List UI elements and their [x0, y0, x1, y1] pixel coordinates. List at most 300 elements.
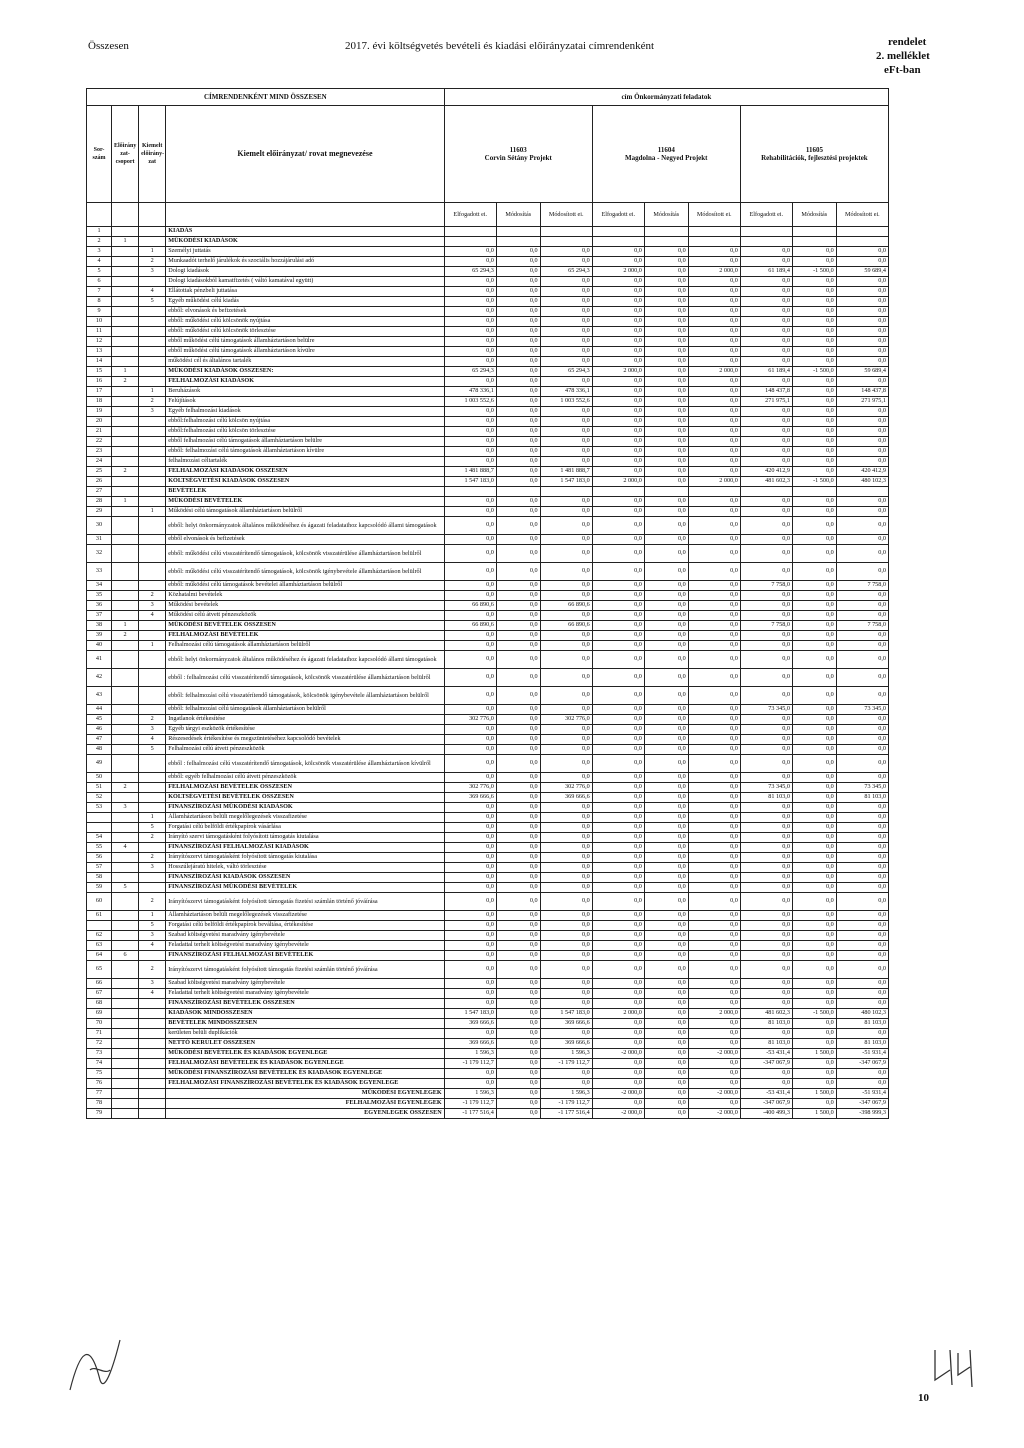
table-row [87, 487, 889, 497]
amount-cell [592, 227, 644, 237]
table-row [87, 237, 889, 247]
table-row [87, 517, 889, 535]
group-code: 2 [112, 783, 139, 793]
item-code [139, 467, 166, 477]
amount-cell: 302 776,0 [444, 783, 496, 793]
amount-cell: 0,0 [836, 347, 888, 357]
amount-cell: 0,0 [792, 457, 836, 467]
amount-cell: 0,0 [836, 407, 888, 417]
row-number: 22 [87, 437, 112, 447]
amount-cell: 0,0 [496, 1089, 540, 1099]
amount-cell: 0,0 [792, 745, 836, 755]
amount-cell: 0,0 [644, 705, 688, 715]
group-code [112, 669, 139, 687]
amount-cell: 0,0 [592, 911, 644, 921]
amount-cell: 0,0 [644, 257, 688, 267]
row-label: ebből elvonások és befizetések [166, 535, 444, 545]
amount-cell: 0,0 [444, 773, 496, 783]
amount-cell: 0,0 [740, 247, 792, 257]
amount-cell: 0,0 [688, 387, 740, 397]
amount-cell: 0,0 [592, 893, 644, 911]
item-code: 3 [139, 601, 166, 611]
amount-cell: 0,0 [792, 705, 836, 715]
amount-cell: 481 602,3 [740, 1009, 792, 1019]
amount-cell: 0,0 [740, 715, 792, 725]
table-row [87, 803, 889, 813]
group-code [112, 545, 139, 563]
amount-cell: 0,0 [644, 641, 688, 651]
amount-cell: 0,0 [444, 931, 496, 941]
amount-cell: 0,0 [740, 745, 792, 755]
table-row [87, 783, 889, 793]
row-label: ebből felhalmozási célú támogatások államháztartáson belülre [166, 437, 444, 447]
table-row [87, 1109, 889, 1119]
amount-cell: 0,0 [644, 545, 688, 563]
row-label: MŰKÖDÉSI EGYENLEGEK [166, 1089, 444, 1099]
amount-cell: 0,0 [496, 563, 540, 581]
amount-cell: 0,0 [688, 417, 740, 427]
row-number: 65 [87, 961, 112, 979]
row-number: 27 [87, 487, 112, 497]
table-row [87, 427, 889, 437]
subheader-cell [166, 203, 444, 227]
amount-cell: 0,0 [740, 989, 792, 999]
amount-cell: 0,0 [836, 611, 888, 621]
table-row [87, 227, 889, 237]
amount-cell: 0,0 [592, 1069, 644, 1079]
amount-cell: 0,0 [688, 669, 740, 687]
item-code [139, 227, 166, 237]
item-code [139, 651, 166, 669]
amount-cell [740, 487, 792, 497]
amount-cell: 0,0 [592, 783, 644, 793]
amount-cell: 0,0 [688, 277, 740, 287]
amount-cell: 0,0 [540, 951, 592, 961]
amount-cell: 0,0 [688, 735, 740, 745]
row-label: KÖLTSÉGVETÉSI BEVÉTELEK ÖSSZESEN [166, 793, 444, 803]
group-code [112, 563, 139, 581]
amount-cell: 0,0 [644, 883, 688, 893]
amount-cell: 0,0 [740, 803, 792, 813]
amount-cell: 0,0 [740, 951, 792, 961]
row-number: 45 [87, 715, 112, 725]
item-code [139, 497, 166, 507]
amount-cell: 0,0 [792, 591, 836, 601]
amount-cell: 0,0 [836, 883, 888, 893]
amount-cell: 7 758,0 [740, 621, 792, 631]
amount-cell: 0,0 [740, 833, 792, 843]
amount-cell: 0,0 [688, 833, 740, 843]
project-name: Corvin Sétány Projekt [484, 154, 552, 162]
amount-cell: 0,0 [540, 347, 592, 357]
amount-cell: 0,0 [592, 823, 644, 833]
amount-cell: 0,0 [836, 507, 888, 517]
group-code [112, 725, 139, 735]
group-code [112, 601, 139, 611]
row-label: Államháztartáson belüli megelőlegezések visszafizetése [166, 911, 444, 921]
amount-cell: -1 179 112,7 [540, 1099, 592, 1109]
amount-cell: 0,0 [444, 297, 496, 307]
item-code: 4 [139, 941, 166, 951]
amount-cell: 0,0 [688, 793, 740, 803]
amount-cell: 1 003 552,6 [540, 397, 592, 407]
amount-cell: 65 294,3 [540, 267, 592, 277]
row-number: 43 [87, 687, 112, 705]
amount-cell: 0,0 [644, 833, 688, 843]
row-number: 29 [87, 507, 112, 517]
table-row [87, 601, 889, 611]
amount-cell: 0,0 [644, 989, 688, 999]
amount-cell: 0,0 [740, 377, 792, 387]
amount-cell: 0,0 [688, 1039, 740, 1049]
subheader-cell: Módosított ei. [540, 203, 592, 227]
amount-cell: 0,0 [444, 277, 496, 287]
amount-cell: 0,0 [444, 883, 496, 893]
amount-cell: 0,0 [740, 347, 792, 357]
amount-cell: 0,0 [644, 931, 688, 941]
amount-cell: 0,0 [836, 327, 888, 337]
amount-cell: 0,0 [444, 651, 496, 669]
item-code: 4 [139, 611, 166, 621]
amount-cell: 0,0 [792, 755, 836, 773]
amount-cell: 0,0 [644, 1099, 688, 1109]
group-code [112, 591, 139, 601]
table-row [87, 545, 889, 563]
amount-cell: 0,0 [540, 631, 592, 641]
row-number: 44 [87, 705, 112, 715]
amount-cell: 0,0 [688, 467, 740, 477]
amount-cell: 0,0 [496, 1109, 540, 1119]
amount-cell: 0,0 [592, 287, 644, 297]
amount-cell: 65 294,3 [444, 367, 496, 377]
row-label: ebből: felhalmozási célú támogatások államháztartáson belülről [166, 705, 444, 715]
amount-cell: 0,0 [540, 833, 592, 843]
amount-cell [496, 237, 540, 247]
group-code [112, 507, 139, 517]
amount-cell: 0,0 [740, 735, 792, 745]
row-label: ebből működési célú támogatások államháztartáson belülre [166, 337, 444, 347]
amount-cell: 0,0 [644, 417, 688, 427]
amount-cell: 0,0 [444, 631, 496, 641]
row-number: 78 [87, 1099, 112, 1109]
amount-cell: 1 547 183,0 [444, 477, 496, 487]
table-row [87, 631, 889, 641]
row-number: 9 [87, 307, 112, 317]
table-row [87, 347, 889, 357]
amount-cell: 0,0 [592, 1099, 644, 1109]
amount-cell: 0,0 [496, 477, 540, 487]
item-code: 1 [139, 813, 166, 823]
amount-cell: 0,0 [496, 1099, 540, 1109]
table-row [87, 287, 889, 297]
amount-cell: 0,0 [792, 883, 836, 893]
amount-cell: 2 000,0 [688, 477, 740, 487]
group-code [112, 1109, 139, 1119]
row-number: 26 [87, 477, 112, 487]
row-label: MŰKÖDÉSI KIADÁSOK [166, 237, 444, 247]
col-eloiranyzat-csoport: Előirány zat-csoport [112, 106, 139, 203]
subheader-cell [112, 203, 139, 227]
amount-cell: 0,0 [792, 641, 836, 651]
amount-cell [740, 237, 792, 247]
amount-cell: 0,0 [836, 563, 888, 581]
amount-cell: 0,0 [688, 357, 740, 367]
project-code: 11605 [805, 146, 823, 154]
amount-cell: 0,0 [792, 1099, 836, 1109]
table-row [87, 883, 889, 893]
amount-cell: 0,0 [792, 517, 836, 535]
amount-cell: 0,0 [792, 247, 836, 257]
amount-cell: 0,0 [644, 267, 688, 277]
amount-cell: 0,0 [792, 823, 836, 833]
amount-cell: 81 103,0 [836, 1039, 888, 1049]
amount-cell: 0,0 [836, 803, 888, 813]
amount-cell: 0,0 [740, 755, 792, 773]
amount-cell: 0,0 [792, 407, 836, 417]
amount-cell: 0,0 [496, 535, 540, 545]
item-code [139, 803, 166, 813]
amount-cell: 0,0 [444, 863, 496, 873]
amount-cell: 0,0 [688, 1079, 740, 1089]
amount-cell: 0,0 [644, 337, 688, 347]
amount-cell: 0,0 [540, 979, 592, 989]
group-code: 6 [112, 951, 139, 961]
amount-cell: -51 931,4 [836, 1089, 888, 1099]
amount-cell: 0,0 [644, 725, 688, 735]
table-row [87, 705, 889, 715]
amount-cell: 0,0 [688, 1059, 740, 1069]
item-code [139, 1059, 166, 1069]
amount-cell: 0,0 [540, 725, 592, 735]
col-kiemelt-eloiranyzat: Kiemelt előirány-zat [139, 106, 166, 203]
group-code [112, 715, 139, 725]
table-row [87, 715, 889, 725]
amount-cell: 0,0 [836, 1029, 888, 1039]
amount-cell: 0,0 [688, 931, 740, 941]
amount-cell [496, 227, 540, 237]
table-row [87, 1009, 889, 1019]
amount-cell: 73 345,0 [836, 783, 888, 793]
group-code [112, 417, 139, 427]
amount-cell: 369 666,6 [540, 793, 592, 803]
amount-cell: 0,0 [540, 545, 592, 563]
amount-cell: 0,0 [688, 297, 740, 307]
row-number: 2 [87, 237, 112, 247]
row-number: 64 [87, 951, 112, 961]
amount-cell: 302 776,0 [444, 715, 496, 725]
row-label: felhalmozási céltartalék [166, 457, 444, 467]
row-label: FINANSZÍROZÁSI MŰKÖDÉSI BEVÉTELEK [166, 883, 444, 893]
amount-cell: 0,0 [792, 447, 836, 457]
amount-cell: 0,0 [592, 467, 644, 477]
amount-cell: 0,0 [792, 387, 836, 397]
table-row [87, 989, 889, 999]
amount-cell: 148 437,8 [836, 387, 888, 397]
amount-cell: 0,0 [644, 347, 688, 357]
amount-cell: 0,0 [792, 357, 836, 367]
amount-cell: 0,0 [592, 813, 644, 823]
group-code [112, 407, 139, 417]
amount-cell: 0,0 [444, 257, 496, 267]
amount-cell: 0,0 [496, 803, 540, 813]
amount-cell: 0,0 [688, 621, 740, 631]
amount-cell: 0,0 [688, 1019, 740, 1029]
amount-cell: 0,0 [688, 843, 740, 853]
amount-cell: 0,0 [496, 317, 540, 327]
amount-cell: 0,0 [792, 735, 836, 745]
amount-cell: 0,0 [836, 257, 888, 267]
amount-cell: 369 666,6 [444, 1019, 496, 1029]
row-label: FELHALMOZÁSI EGYENLEGEK [166, 1099, 444, 1109]
amount-cell: 0,0 [540, 961, 592, 979]
row-number: 25 [87, 467, 112, 477]
table-row [87, 745, 889, 755]
amount-cell: 0,0 [496, 883, 540, 893]
amount-cell: 0,0 [792, 1069, 836, 1079]
amount-cell: 0,0 [444, 317, 496, 327]
amount-cell: 0,0 [496, 979, 540, 989]
amount-cell: 0,0 [792, 843, 836, 853]
group-code [112, 979, 139, 989]
row-label: FINANSZÍROZÁSI BEVÉTELEK ÖSSZESEN [166, 999, 444, 1009]
row-label: Felhalmozási célú támogatások államháztartáson belülről [166, 641, 444, 651]
amount-cell: 0,0 [644, 621, 688, 631]
amount-cell: 0,0 [592, 247, 644, 257]
group-code: 1 [112, 237, 139, 247]
amount-cell: 0,0 [836, 853, 888, 863]
amount-cell: 0,0 [540, 1069, 592, 1079]
amount-cell: 0,0 [688, 687, 740, 705]
amount-cell: 0,0 [540, 755, 592, 773]
amount-cell: 0,0 [836, 893, 888, 911]
amount-cell: 0,0 [644, 437, 688, 447]
amount-cell: 7 758,0 [836, 581, 888, 591]
amount-cell: 0,0 [444, 843, 496, 853]
amount-cell: 0,0 [444, 893, 496, 911]
amount-cell: 0,0 [792, 669, 836, 687]
amount-cell: 0,0 [592, 873, 644, 883]
amount-cell: 1 547 183,0 [540, 1009, 592, 1019]
amount-cell: 0,0 [444, 1029, 496, 1039]
subheader-cell: Elfogadott ei. [444, 203, 496, 227]
item-code [139, 357, 166, 367]
amount-cell: 0,0 [444, 687, 496, 705]
group-right-header: cím Önkormányzati feladatok [444, 89, 888, 106]
amount-cell: 0,0 [836, 377, 888, 387]
table-row [87, 931, 889, 941]
row-number: 49 [87, 755, 112, 773]
amount-cell: 0,0 [644, 535, 688, 545]
amount-cell: 0,0 [540, 563, 592, 581]
amount-cell: 0,0 [688, 999, 740, 1009]
amount-cell: 0,0 [740, 979, 792, 989]
row-number: 54 [87, 833, 112, 843]
amount-cell: 0,0 [496, 941, 540, 951]
amount-cell: 0,0 [444, 833, 496, 843]
amount-cell: 0,0 [496, 843, 540, 853]
item-code: 2 [139, 853, 166, 863]
group-code [112, 941, 139, 951]
amount-cell: 0,0 [644, 631, 688, 641]
table-row [87, 247, 889, 257]
amount-cell: 0,0 [592, 307, 644, 317]
table-row [87, 437, 889, 447]
item-code: 2 [139, 397, 166, 407]
amount-cell: 0,0 [496, 651, 540, 669]
item-code: 2 [139, 893, 166, 911]
item-code [139, 669, 166, 687]
amount-cell: 0,0 [688, 715, 740, 725]
amount-cell: 0,0 [644, 397, 688, 407]
row-number: 73 [87, 1049, 112, 1059]
amount-cell: 0,0 [592, 447, 644, 457]
amount-cell: 0,0 [792, 601, 836, 611]
amount-cell: 0,0 [592, 631, 644, 641]
amount-cell: 0,0 [444, 941, 496, 951]
subheader-cell: Módosítás [496, 203, 540, 227]
amount-cell: 0,0 [496, 457, 540, 467]
row-label: ebből: egyéb felhalmozási célú átvett pénzeszközök [166, 773, 444, 783]
amount-cell: 0,0 [644, 1019, 688, 1029]
table-row [87, 297, 889, 307]
amount-cell: 148 437,8 [740, 387, 792, 397]
group-code [112, 921, 139, 931]
item-code [139, 843, 166, 853]
row-label: Ingatlanok értékesítése [166, 715, 444, 725]
amount-cell: 0,0 [740, 297, 792, 307]
amount-cell: 0,0 [592, 377, 644, 387]
group-code [112, 1009, 139, 1019]
amount-cell: 0,0 [792, 793, 836, 803]
group-code [112, 1099, 139, 1109]
amount-cell: 0,0 [836, 277, 888, 287]
amount-cell: 0,0 [592, 833, 644, 843]
amount-cell: 0,0 [496, 367, 540, 377]
amount-cell: -1 179 112,7 [444, 1059, 496, 1069]
amount-cell: 0,0 [496, 337, 540, 347]
amount-cell: 1 481 888,7 [444, 467, 496, 477]
group-code [112, 853, 139, 863]
amount-cell: 0,0 [644, 961, 688, 979]
row-number: 23 [87, 447, 112, 457]
amount-cell: 0,0 [592, 651, 644, 669]
amount-cell: 0,0 [644, 377, 688, 387]
item-code [139, 1109, 166, 1119]
amount-cell: 0,0 [540, 911, 592, 921]
amount-cell: 0,0 [592, 457, 644, 467]
amount-cell: 0,0 [836, 447, 888, 457]
amount-cell: 0,0 [592, 347, 644, 357]
amount-cell: -2 000,0 [688, 1109, 740, 1119]
row-number [87, 921, 112, 931]
amount-cell: 81 103,0 [836, 793, 888, 803]
amount-cell: 420 412,9 [740, 467, 792, 477]
signature-left [60, 1320, 130, 1400]
amount-cell: 0,0 [444, 337, 496, 347]
amount-cell: 0,0 [644, 843, 688, 853]
amount-cell: -1 500,0 [792, 267, 836, 277]
amount-cell: 0,0 [592, 1029, 644, 1039]
amount-cell [688, 227, 740, 237]
amount-cell: 7 758,0 [740, 581, 792, 591]
amount-cell: 0,0 [540, 863, 592, 873]
group-code: 4 [112, 843, 139, 853]
amount-cell: 0,0 [740, 931, 792, 941]
amount-cell: 0,0 [836, 813, 888, 823]
amount-cell: 0,0 [792, 1019, 836, 1029]
table-row [87, 1039, 889, 1049]
subheader-cell: Elfogadott ei. [740, 203, 792, 227]
